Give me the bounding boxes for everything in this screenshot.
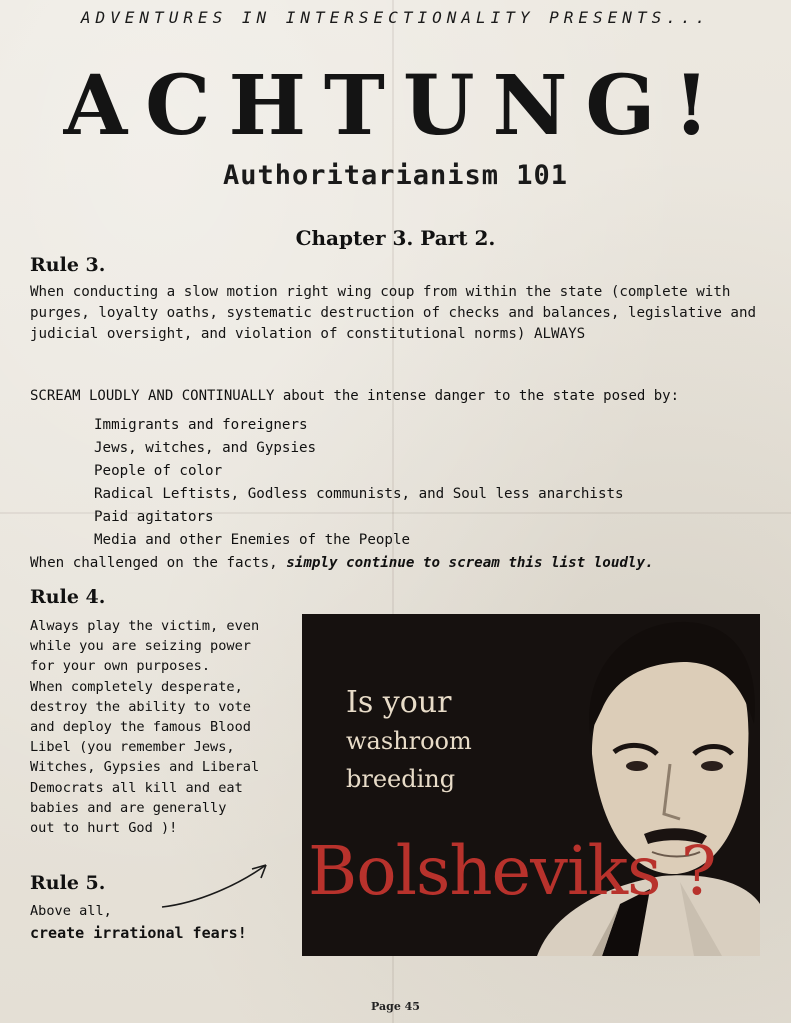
- poster-line-1: Is your: [346, 685, 452, 720]
- series-line: ADVENTURES IN INTERSECTIONALITY PRESENTS...: [80, 8, 711, 27]
- challenge-emphasis: simply continue to scream this list loudly.: [286, 555, 654, 571]
- rule-3-intro: When conducting a slow motion right wing coup from within the state (complete with purges, loyalty oaths, systematic destruction of checks and balances, legislative and judicial oversight, and violation of constitutional norms) ALWAYS: [30, 284, 757, 342]
- rule-4-line: When completely desperate,: [30, 678, 243, 695]
- rule-4-heading: Rule 4.: [30, 586, 106, 608]
- list-item: Jews, witches, and Gypsies: [94, 440, 317, 456]
- arrow-icon: [158, 855, 278, 915]
- list-item: Immigrants and foreigners: [94, 417, 308, 433]
- list-item: Radical Leftists, Godless communists, and Soul less anarchists: [94, 486, 624, 502]
- poster-question: [346, 684, 536, 798]
- rule-4-line: and deploy the famous Blood: [30, 719, 251, 736]
- poster-headline: Bolsheviks ?: [308, 832, 716, 910]
- page-subtitle: Authoritarianism 101: [222, 160, 569, 191]
- list-item: People of color: [94, 463, 223, 479]
- list-item: Media and other Enemies of the People: [94, 532, 411, 548]
- rule-5-heading: Rule 5.: [30, 872, 106, 894]
- list-item: Paid agitators: [94, 509, 214, 525]
- page-title: ACHTUNG!: [63, 58, 728, 154]
- poster-line-2: washroom: [346, 727, 472, 755]
- rule-4-line: babies and are generally: [30, 799, 227, 816]
- rule-5-line: Above all,: [30, 903, 112, 919]
- rule-3-heading: Rule 3.: [30, 254, 106, 276]
- rule-4-line: for your own purposes.: [30, 658, 211, 675]
- rule-3-challenge: [30, 555, 770, 571]
- page-number: Page 45: [371, 1000, 420, 1013]
- challenge-lead: When challenged on the facts,: [30, 555, 287, 571]
- rule-4-line: while you are seizing power: [30, 638, 251, 655]
- rule-4-line: Libel (you remember Jews,: [30, 739, 235, 756]
- rule-4-line: Democrats all kill and eat: [30, 779, 243, 796]
- scream-lead: SCREAM LOUDLY AND CONTINUALLY: [30, 388, 275, 404]
- scream-rest: about the intense danger to the state posed by:: [274, 388, 680, 404]
- propaganda-poster: [302, 614, 760, 956]
- rule-3-scream: [30, 388, 775, 404]
- rule-4-text: [30, 616, 298, 838]
- danger-list: [94, 414, 624, 552]
- rule-4-line: out to hurt God )!: [30, 820, 178, 837]
- rule-4-line: Witches, Gypsies and Liberal: [30, 759, 260, 776]
- rule-4-line: destroy the ability to vote: [30, 698, 251, 715]
- poster-line-3: breeding: [346, 765, 456, 793]
- chapter-heading: Chapter 3. Part 2.: [295, 226, 496, 250]
- rule-5-emphasis: create irrational fears!: [30, 924, 247, 942]
- rule-4-line: Always play the victim, even: [30, 618, 260, 634]
